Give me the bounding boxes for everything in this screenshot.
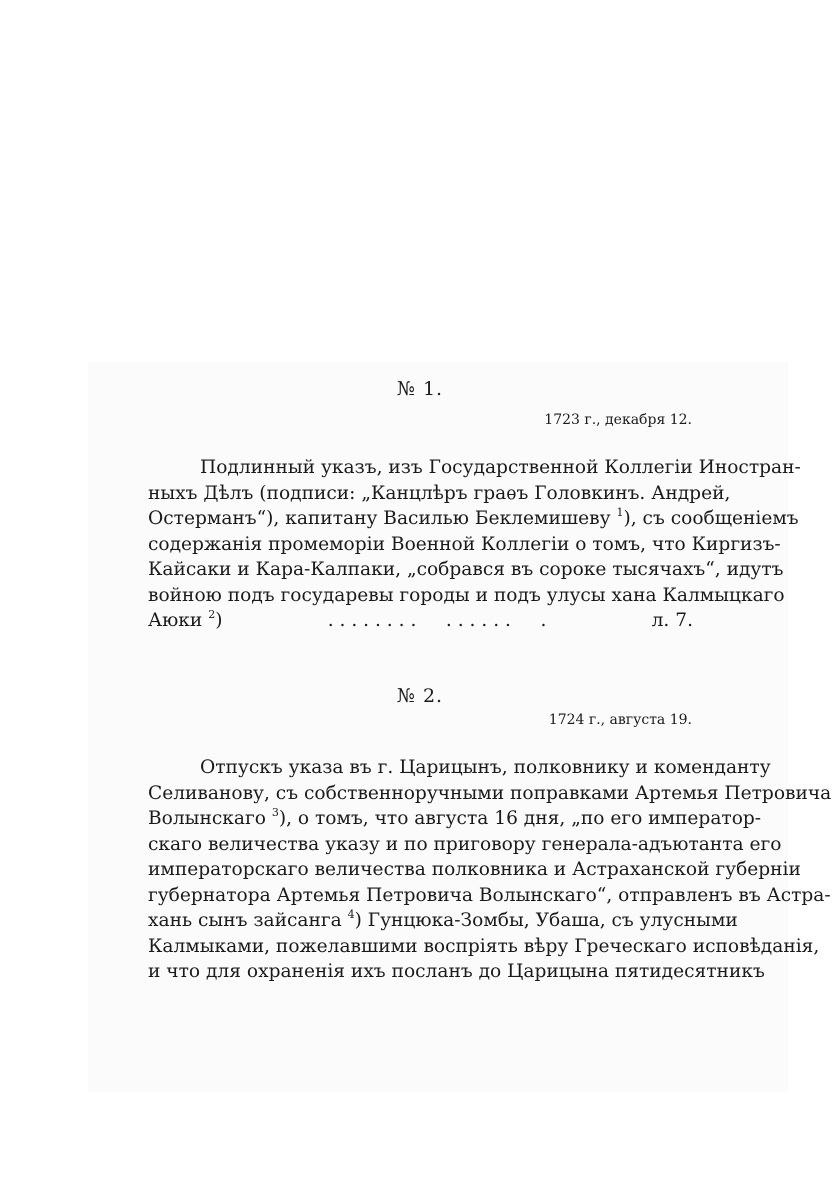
text-line: Селиванову, съ собственноручными поправками Артемья Петровича	[148, 782, 832, 804]
entry-number: № 1.	[396, 378, 444, 400]
text-line: губернатора Артемья Петровича Волынскаго“, отправленъ въ Астра-	[148, 884, 831, 906]
entry-date: 1723 г., декабря 12.	[544, 412, 692, 428]
text-line: императорскаго величества полковника и Астраханской губерніи	[148, 859, 801, 880]
text-line: и что для охраненія ихъ посланъ до Царицына пятидесятникъ	[148, 961, 765, 982]
text-line: войною подъ государевы городы и подъ улусы хана Калмыцкаго	[148, 584, 785, 606]
text-line: Волынскаго $^3$), о томъ, что августа 16 дня, „по его император-	[148, 806, 762, 829]
text-line: Аюки $^2$) . . . . . . . . . . . . . . . л. 7.	[148, 608, 693, 634]
text-line: Калмыками, пожелавшими воспріять вѣру Греческаго исповѣданія,	[148, 935, 820, 957]
text-line: Подлинный указъ, изъ Государственной Коллегіи Иностран-	[200, 457, 801, 478]
footnote-ref: 1	[616, 506, 624, 519]
footnote-ref: 3	[271, 806, 279, 819]
entry-number: № 2.	[396, 685, 444, 707]
footnote-ref: 4	[347, 908, 355, 921]
entry-date: 1724 г., августа 19.	[548, 712, 692, 728]
text-line: скаго величества указу и по приговору генерала-адъютанта его	[148, 833, 782, 855]
text-line: ныхъ Дѣлъ (подписи: „Канцлѣръ граѳъ Головкинъ. Андрей,	[148, 482, 731, 504]
text-line: Кайсаки и Кара-Калпаки, „собрався въ сороке тысячахъ“, идутъ	[148, 559, 784, 580]
leaf-reference: л. 7.	[651, 610, 693, 631]
text-line: содержанія промеморіи Военной Коллегіи о томъ, что Киргизъ-	[148, 533, 781, 555]
footnote-ref: 2	[208, 608, 216, 621]
text-line: Остерманъ“), капитану Василью Беклемишеву $^1$), съ сообщеніемъ	[148, 506, 799, 529]
leader-dots: . . . . . . . . . . . . . . .	[327, 610, 547, 631]
entry-text	[148, 755, 832, 985]
entry-text	[148, 455, 801, 634]
text-line: хань сынъ зайсанга $^4$) Гунцюка-Зомбы, Убаша, съ улусными	[148, 908, 738, 931]
text-line: Отпускъ указа въ г. Царицынъ, полковнику и коменданту	[200, 757, 771, 778]
